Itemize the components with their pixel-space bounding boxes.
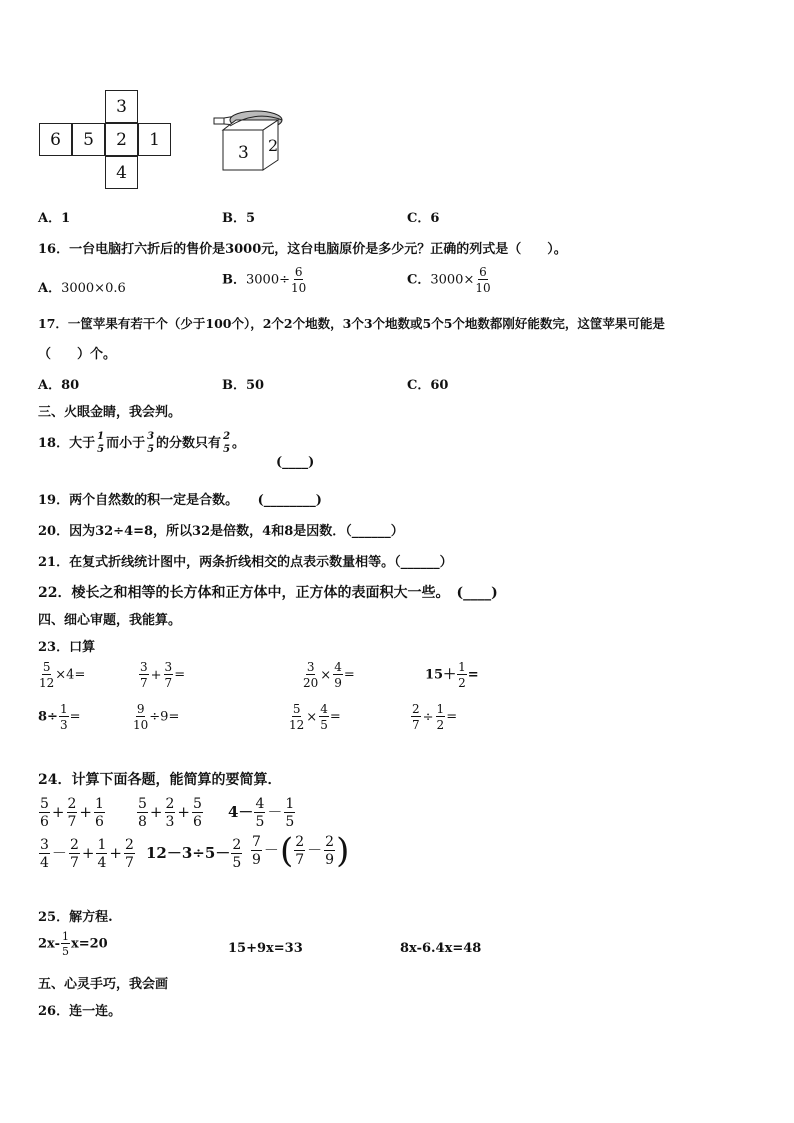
section-3-heading: 三、火眼金睛，我会判。: [38, 405, 182, 420]
q22-statement: 22．棱长之和相等的长方体和正方体中，正方体的表面积大一些。 (____): [38, 585, 498, 601]
net-cell-bottom: 4: [105, 156, 138, 189]
q16-stem: 16．一台电脑打六折后的售价是3000元，这台电脑原价是多少元？正确的列式是（ ）。: [38, 242, 567, 257]
q19-statement: 19．两个自然数的积一定是合数。 (________): [38, 493, 322, 508]
q24-expr-6: $\frac{7}{9}$ －( $\frac{2}{7}$ － $\frac{2}{9}$ ): [252, 831, 350, 871]
q25-equation-2: 15+9x=33: [228, 941, 303, 956]
q17-option-a: A．80: [38, 378, 80, 393]
q23-item-1: $\frac{5}{12}$ ×4=: [39, 660, 86, 690]
q23-item-4: 15＋ $\frac{1}{2}$ =: [425, 660, 479, 690]
q23-item-2: $\frac{3}{7}$ + $\frac{3}{7}$ =: [140, 660, 186, 690]
q17-stem-line2: （ ）个。: [38, 347, 117, 362]
q24-expr-1: $\frac{5}{6}$ + $\frac{2}{7}$ + $\frac{1}{6}$: [40, 796, 104, 830]
q24-title: 24．计算下面各题，能简算的要简算．: [38, 772, 282, 788]
q16-option-b: B．3000÷ $\frac{6}{10}$: [222, 265, 307, 295]
net-cell-left-2: 6: [39, 123, 72, 156]
q16-option-c: C．3000× $\frac{6}{10}$: [407, 265, 491, 295]
q23-item-6: $\frac{9}{10}$ ÷9=: [133, 702, 180, 732]
q16-option-a: A．3000×0.6: [38, 281, 126, 296]
q24-expr-2: $\frac{5}{8}$ + $\frac{2}{3}$ + $\frac{5}{6}$: [138, 796, 202, 830]
q25-title: 25．解方程.: [38, 910, 113, 925]
q18-statement: 18．大于 1 5 而小于 3 5 的分数只有 2 5 。: [38, 431, 246, 455]
q24-expr-3: 4－ $\frac{4}{5}$ － $\frac{1}{5}$: [228, 796, 295, 830]
cube-front-face-label: 3: [238, 143, 249, 163]
section-5-heading: 五、心灵手巧，我会画: [38, 977, 169, 992]
q18-answer-blank[interactable]: (____): [276, 455, 315, 470]
q23-item-7: $\frac{5}{12}$ × $\frac{4}{5}$ =: [289, 702, 341, 732]
q17-option-c: C．60: [407, 378, 449, 393]
net-cell-center: 2: [105, 123, 138, 156]
q23-item-5: 8÷ $\frac{1}{3}$ =: [38, 702, 81, 732]
q23-title: 23．口算: [38, 640, 96, 655]
q24-expr-4: $\frac{3}{4}$ － $\frac{2}{7}$ + $\frac{1}{4}$ + $\frac{2}{7}$: [40, 837, 134, 871]
q21-statement: 21．在复式折线统计图中，两条折线相交的点表示数量相等。（______）: [38, 555, 453, 570]
q17-option-b: B．50: [222, 378, 265, 393]
q20-statement: 20．因为32÷4=8，所以32是倍数，4和8是因数．（______）: [38, 524, 404, 539]
q25-equation-1: 2x- $\frac{1}{5}$ x=20: [38, 930, 108, 958]
q15-option-a: A．1: [38, 211, 71, 226]
cube-side-face-label: 2: [268, 136, 279, 155]
net-cell-top: 3: [105, 90, 138, 123]
section-4-heading: 四、细心审题，我能算。: [38, 613, 182, 628]
q15-option-b: B．5: [222, 211, 256, 226]
q15-option-c: C．6: [407, 211, 440, 226]
net-cell-left-1: 5: [72, 123, 105, 156]
q23-item-3: $\frac{3}{20}$ × $\frac{4}{9}$ =: [303, 660, 355, 690]
q23-item-8: $\frac{2}{7}$ ÷ $\frac{1}{2}$ =: [412, 702, 458, 732]
folded-cube-figure: [210, 108, 290, 178]
net-cell-right: 1: [138, 123, 171, 156]
q26-title: 26．连一连。: [38, 1004, 122, 1019]
q25-equation-3: 8x-6.4x=48: [400, 941, 482, 956]
q24-expr-5: 12－3÷5－ $\frac{2}{5}$: [146, 837, 242, 871]
q17-stem-line1: 17．一筐苹果有若干个（少于100个），2个2个地数，3个3个地数或5个5个地数都刚好能数完，这筐苹果可能是: [38, 316, 665, 331]
